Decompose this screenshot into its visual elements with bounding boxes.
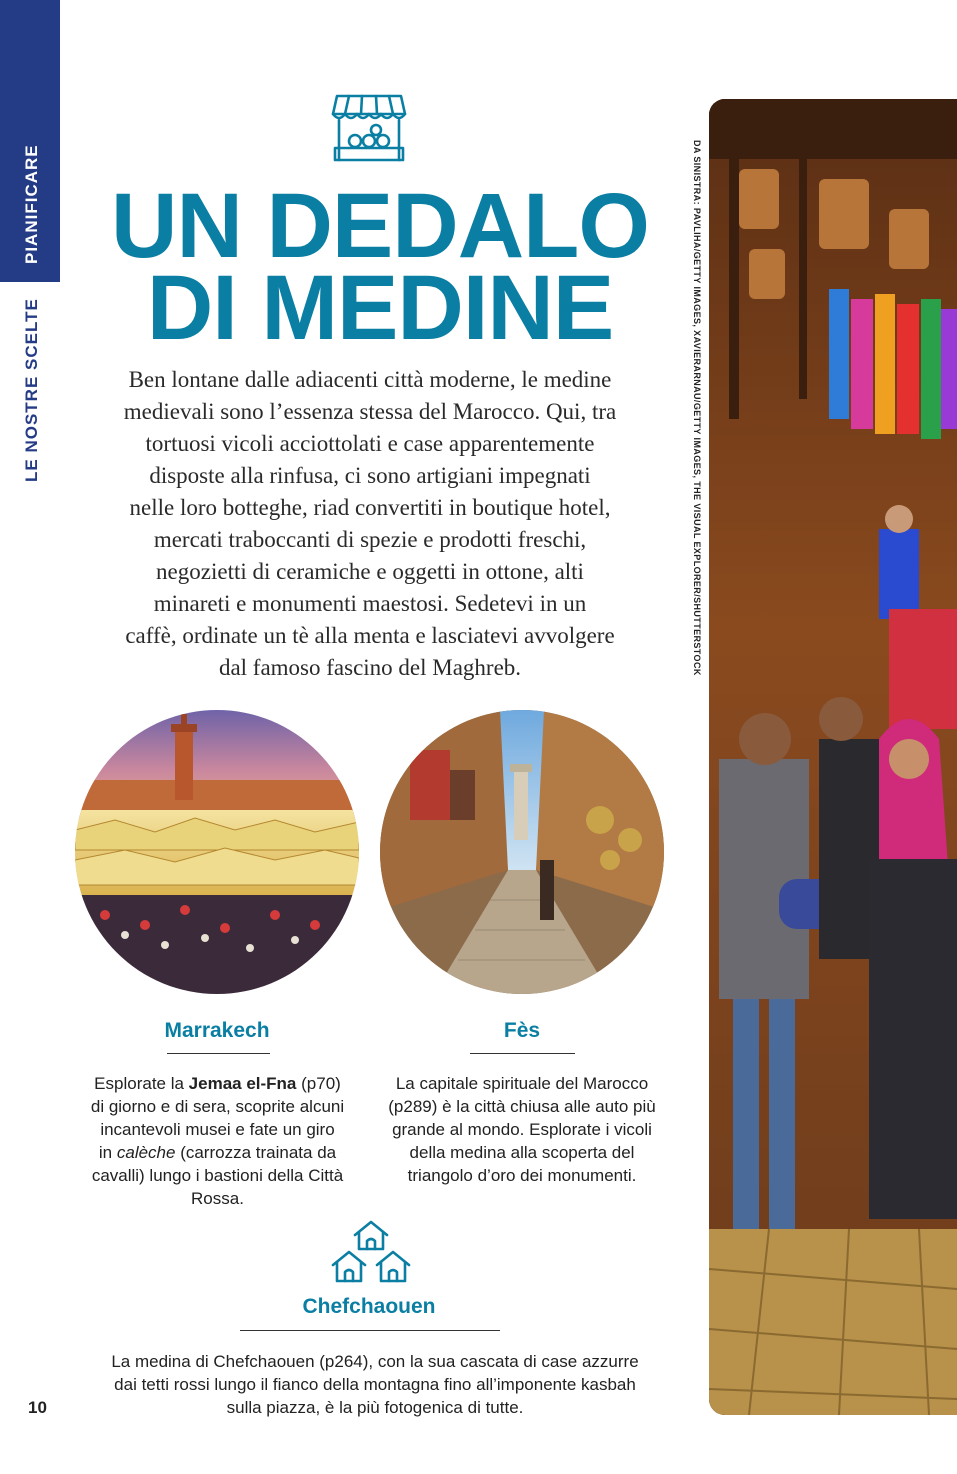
- souk-photo: [709, 99, 957, 1415]
- intro-line: disposte alla rinfusa, ci sono artigiani impegnati: [149, 463, 591, 488]
- marrakech-rule: [167, 1053, 270, 1054]
- fes-description: [368, 1072, 676, 1187]
- intro-line: Ben lontane dalle adiacenti città moderne, le medine: [128, 367, 612, 392]
- intro-line: dal famoso fascino del Maghreb.: [218, 655, 522, 680]
- intro-line: tortuosi vicoli acciottolati e case apparentemente: [145, 431, 595, 456]
- marrakech-photo: [75, 710, 359, 994]
- fes-line: della medina alla scoperta del: [409, 1143, 635, 1162]
- marrakech-title: Marrakech: [164, 1019, 270, 1042]
- headline-line-1: UN DEDALO: [111, 175, 649, 277]
- market-stall-icon: [331, 92, 407, 164]
- section-label: PIANIFICARE: [22, 144, 41, 264]
- marrakech-line-1: Esplorate la Jemaa el-Fna (p70): [94, 1074, 341, 1093]
- marrakech-line-2: di giorno e di sera, scoprite alcuni: [90, 1097, 345, 1116]
- subsection-label: LE NOSTRE SCELTE: [22, 298, 41, 482]
- fes-line: grande al mondo. Esplorate i vicoli: [392, 1120, 652, 1139]
- chefchaouen-description: [60, 1350, 690, 1419]
- photo-credit: DA SINISTRA: PAVLIHA/GETTY IMAGES, XAVIERARNAU/GETTY IMAGES, THE VISUAL EXPLORER/SHUTTERSTOCK: [692, 140, 702, 676]
- fes-line: La capitale spirituale del Marocco: [395, 1074, 649, 1093]
- chefchaouen-line: dai tetti rossi lungo il fianco della montagna fino all’imponente kasbah: [114, 1375, 636, 1394]
- fes-photo: [380, 710, 664, 994]
- marrakech-line-6: Rossa.: [191, 1189, 244, 1208]
- page-number: 10: [28, 1398, 47, 1417]
- houses-icon: [331, 1219, 411, 1285]
- intro-paragraph: [70, 364, 670, 684]
- marrakech-line-5: cavalli) lungo i bastioni della Città: [91, 1166, 344, 1185]
- headline-line-2: DI MEDINE: [146, 257, 614, 359]
- chefchaouen-line: sulla piazza, è la più fotogenica di tutte.: [226, 1398, 524, 1417]
- intro-line: nelle loro botteghe, riad convertiti in boutique hotel,: [129, 495, 611, 520]
- chefchaouen-title: Chefchaouen: [302, 1295, 436, 1318]
- intro-line: minareti e monumenti maestosi. Sedetevi in un: [153, 591, 587, 616]
- marrakech-line-3: incantevoli musei e fate un giro: [100, 1120, 335, 1139]
- fes-line: (p289) è la città chiusa alle auto più: [388, 1097, 656, 1116]
- intro-line: mercati traboccanti di spezie e prodotti freschi,: [153, 527, 587, 552]
- intro-line: negozietti di ceramiche e oggetti in ottone, alti: [156, 559, 584, 584]
- marrakech-description: [60, 1072, 375, 1210]
- intro-line: medievali sono l’essenza stessa del Marocco. Qui, tra: [123, 399, 617, 424]
- intro-line: caffè, ordinate un tè alla menta e lasciatevi avvolgere: [125, 623, 615, 648]
- fes-rule: [470, 1053, 575, 1054]
- fes-title: Fès: [503, 1019, 541, 1042]
- marrakech-line-4: in calèche (carrozza trainata da: [98, 1143, 337, 1162]
- chefchaouen-rule: [240, 1330, 500, 1331]
- jemaa-el-fna-link: Jemaa el-Fna: [188, 1074, 297, 1093]
- fes-line: triangolo d’oro dei monumenti.: [407, 1166, 637, 1185]
- chefchaouen-line: La medina di Chefchaouen (p264), con la sua cascata di case azzurre: [111, 1352, 639, 1371]
